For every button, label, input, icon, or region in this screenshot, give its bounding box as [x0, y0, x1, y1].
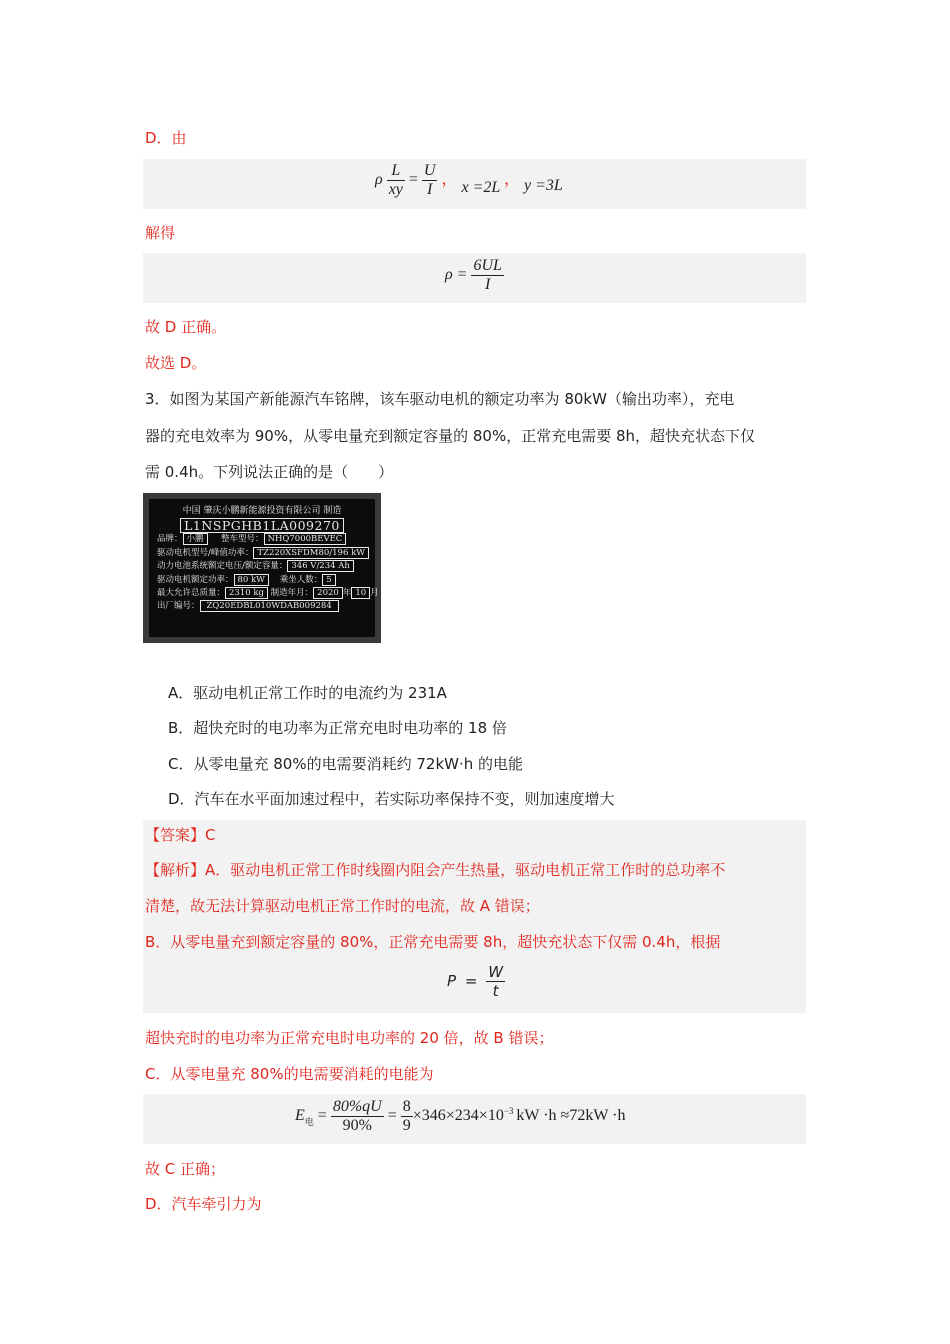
rho-result-equation: ρ = $\frac{6UL}{I}$ — [445, 257, 502, 293]
b-conclusion: 超快充时的电功率为正常充电时电功率的 20 倍，故 B 错误； — [145, 1029, 554, 1047]
option-c: C．从零电量充 80%的电需要消耗约 72kW·h 的电能 — [168, 755, 523, 773]
option-b: B．超快充时的电功率为正常充电时电功率的 18 倍 — [168, 719, 507, 737]
analysis-line-1: 【解析】A．驱动电机正常工作时线圈内阻会产生热量，驱动电机正常工作时的总功率不 — [145, 861, 726, 879]
fraction-u-over-i: $\frac{U}{I}$ — [423, 162, 436, 198]
equation-block-4 — [143, 1094, 806, 1144]
equation-block-2 — [143, 253, 806, 303]
question-3-line-3: 需 0.4h。下列说法正确的是（ ） — [145, 463, 394, 481]
energy-equation: $E_电$ = $\frac{80\%qU}{90\%}$ = $\frac{8}{9}$ $\times 346\times 234\times 10^{-3}$ kW ·h ≈72kW ·h — [295, 1098, 626, 1134]
analysis-b-line: B．从零电量充到额定容量的 80%，正常充电需要 8h，超快充状态下仅需 0.4h，根据 — [145, 933, 721, 951]
question-3-line-1: 3．如图为某国产新能源汽车铭牌，该车驱动电机的额定功率为 80kW（输出功率），充电 — [145, 390, 735, 408]
plate-vin: L1NSPGHB1LA009270 — [180, 518, 344, 533]
option-d: D．汽车在水平面加速过程中，若实际功率保持不变，则加速度增大 — [168, 790, 615, 808]
answer-label: 【答案】C — [145, 826, 216, 844]
answer-block — [143, 820, 806, 1013]
c-analysis-line: C．从零电量充 80%的电需要消耗的电能为 — [145, 1065, 434, 1083]
analysis-line-2: 清楚，故无法计算驱动电机正常工作时的电流，故 A 错误； — [145, 897, 540, 915]
option-a: A．驱动电机正常工作时的电流约为 231A — [168, 684, 447, 702]
d-analysis-line: D．汽车牵引力为 — [145, 1195, 262, 1213]
resistivity-equation: ρ $\frac{L}{xy}$ = $\frac{U}{I}$ ， x =2L ， y =3L — [375, 162, 563, 198]
choose-d-text: 故选 D。 — [145, 354, 207, 372]
option-d-reasoning-label: D．由 — [145, 129, 187, 147]
solve-label: 解得 — [145, 224, 176, 242]
d-correct-text: 故 D 正确。 — [145, 318, 227, 336]
fraction-l-over-xy: $\frac{L}{xy}$ — [388, 162, 403, 198]
equation-block-1 — [143, 159, 806, 209]
x-equation: x =2L — [461, 179, 501, 197]
vehicle-nameplate-image: 中国 肇庆小鹏新能源投资有限公司 制造 L1NSPGHB1LA009270 品牌： 小鹏 整车型号： NHQ7000BEVEC 驱动电机型号/峰值功率： TZ220XSFDM80/196 kW 动力电池系统额定电压/额定容量： 346 V/234 Ah 驱动电机额定功率： 80 kW 乘坐人数： 5 最大允许总质量： 2310 kg 制造年月： 2020 年 10 月 出厂编号： ZQ20EDBL010WDAB009284 — [143, 493, 381, 643]
y-equation: y =3L — [524, 177, 563, 195]
c-correct-text: 故 C 正确； — [145, 1160, 226, 1178]
rho-symbol: ρ — [375, 171, 383, 189]
power-equation: P = $\frac{W}{t}$ — [447, 963, 504, 1000]
question-3-line-2: 器的充电效率为 90%，从零电量充到额定容量的 80%，正常充电需要 8h，超快充状态下仅 — [145, 427, 756, 445]
plate-manufacturer: 中国 肇庆小鹏新能源投资有限公司 制造 — [182, 506, 342, 516]
